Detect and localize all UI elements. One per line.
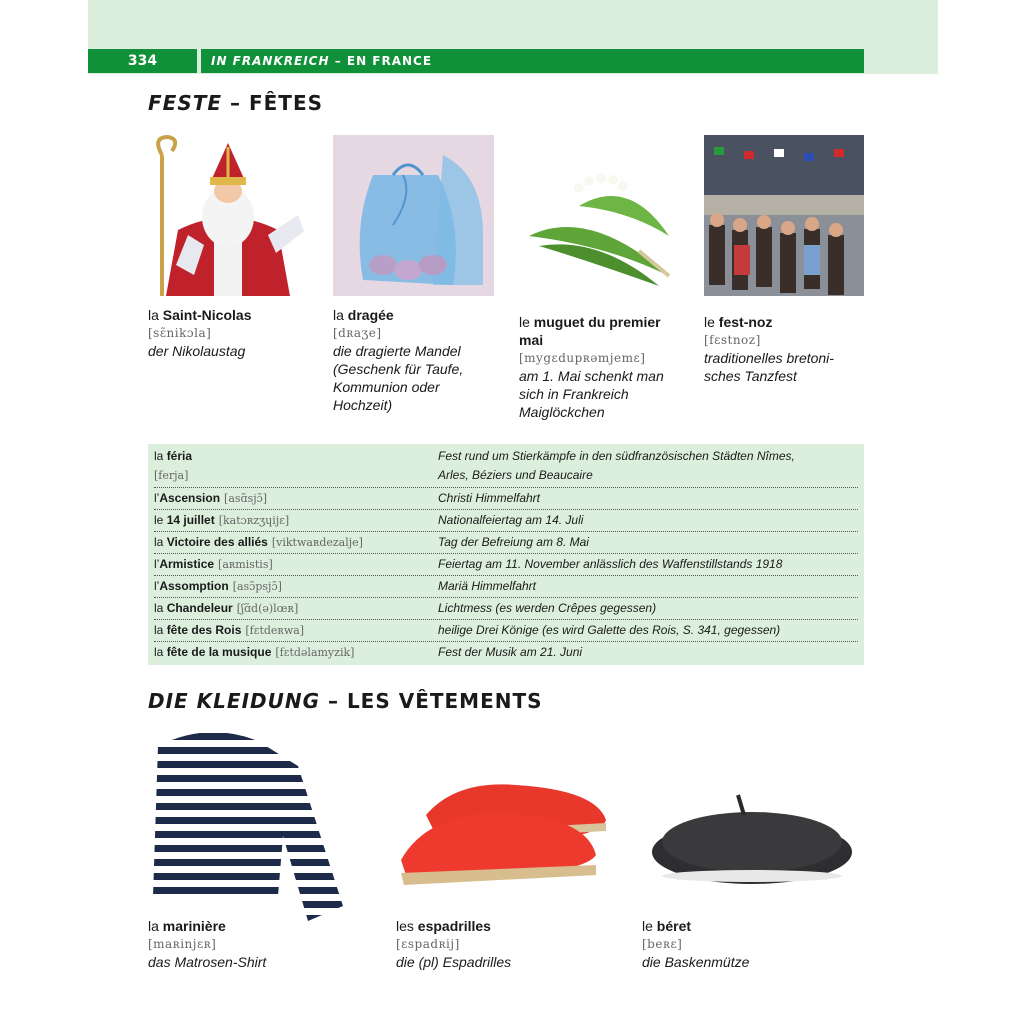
- headword: Victoire des alliés: [166, 535, 268, 549]
- headword: Saint-Nicolas: [162, 307, 252, 323]
- headword: espadrilles: [417, 918, 491, 934]
- headword: fest-noz: [718, 314, 773, 330]
- pronunciation: [beʀɛ]: [642, 937, 683, 951]
- page-header: [88, 49, 864, 73]
- table-row: [154, 488, 858, 510]
- pronunciation: [katɔʀzʒɥijɛ]: [218, 514, 290, 527]
- headword: 14 juillet: [166, 513, 215, 527]
- entry-muguet: [519, 313, 684, 421]
- translation: Lichtmess (es werden Crêpes gegessen): [438, 601, 657, 615]
- pronunciation: [mygɛdupʀəmjemɛ]: [519, 351, 646, 365]
- beret-photo: [648, 790, 856, 890]
- headword: muguet du premier mai: [519, 314, 661, 348]
- pronunciation: [maʀinjɛʀ]: [148, 937, 217, 951]
- entry-dragee: [333, 306, 493, 414]
- running-head-de: IN FRANKREICH: [211, 54, 330, 68]
- translation: Nationalfeiertag am 14. Juli: [438, 513, 584, 527]
- table-row: [154, 576, 858, 598]
- pronunciation: [viktwaʀdezalje]: [271, 536, 363, 549]
- article: le: [704, 314, 719, 330]
- headword: béret: [656, 918, 692, 934]
- pronunciation: [asɑ̃sjɔ̃]: [224, 492, 268, 505]
- headword: Chandeleur: [166, 601, 233, 615]
- pronunciation: [fɛtdeʀwa]: [245, 624, 305, 637]
- article: le: [519, 314, 534, 330]
- article: la: [148, 918, 163, 934]
- table-row: [154, 642, 858, 663]
- translation: die dragierte Mandel (Geschenk für Taufe, Kommunion oder Hochzeit): [333, 343, 464, 413]
- headword: fête de la musique: [166, 645, 272, 659]
- article: les: [396, 918, 418, 934]
- translation: traditionelles bretoni-sches Tanzfest: [704, 350, 834, 384]
- translation: am 1. Mai schenkt man sich in Frankreich Maiglöckchen: [519, 368, 664, 420]
- translation: Fest rund um Stierkämpfe in den südfranzösischen Städten Nîmes,: [438, 449, 795, 463]
- entry-beret: [642, 917, 862, 971]
- article: la: [148, 307, 163, 323]
- headword: féria: [166, 449, 193, 463]
- entry-saint-nicolas: [148, 306, 318, 360]
- translation: die (pl) Espadrilles: [396, 954, 512, 970]
- table-row: [154, 620, 858, 642]
- article: le: [642, 918, 657, 934]
- pronunciation: [ɛspadʀij]: [396, 937, 460, 951]
- table-row: [154, 554, 858, 576]
- section-title-de: DIE KLEIDUNG: [148, 689, 321, 713]
- pronunciation: [ferja]: [154, 469, 189, 482]
- article: la: [154, 645, 167, 659]
- pronunciation: [fɛtdəlamyzik]: [275, 646, 355, 659]
- running-head-fr: – EN FRANCE: [329, 54, 433, 68]
- translation: Tag der Befreiung am 8. Mai: [438, 535, 589, 549]
- pronunciation: [fɛstnoz]: [704, 333, 761, 347]
- headword: Assomption: [159, 579, 229, 593]
- headword: fête des Rois: [166, 623, 242, 637]
- saint-nicolas-photo: [148, 135, 308, 296]
- section-title-vetements: [148, 689, 543, 713]
- article: la: [333, 307, 348, 323]
- pronunciation: [dʀaʒe]: [333, 326, 382, 340]
- translation: Mariä Himmelfahrt: [438, 579, 537, 593]
- article: la: [154, 449, 167, 463]
- section-title-fetes: [148, 91, 323, 115]
- article: la: [154, 535, 167, 549]
- mariniere-photo: [148, 726, 348, 922]
- table-row: [154, 447, 858, 488]
- article: l’: [154, 579, 160, 593]
- translation: Christi Himmelfahrt: [438, 491, 541, 505]
- section-title-de: FESTE: [148, 91, 223, 115]
- table-row: [154, 598, 858, 620]
- headword: marinière: [162, 918, 226, 934]
- entry-espadrilles: [396, 917, 616, 971]
- translation: Feiertag am 11. November anlässlich des Waffenstillstands 1918: [438, 557, 783, 571]
- entry-fest-noz: [704, 313, 864, 385]
- dragee-photo: [333, 135, 494, 296]
- espadrilles-photo: [396, 775, 610, 895]
- translation-line2: Arles, Béziers und Beaucaire: [438, 468, 593, 482]
- section-title-fr: – LES VÊTEMENTS: [320, 689, 543, 713]
- fest-noz-photo: [704, 135, 864, 296]
- pronunciation: [asɔ̃psjɔ̃]: [232, 580, 282, 593]
- pronunciation: [sɛ̃nikɔla]: [148, 326, 212, 340]
- holidays-table: [148, 444, 864, 665]
- article: la: [154, 623, 167, 637]
- headword: Armistice: [159, 557, 215, 571]
- translation: der Nikolaustag: [148, 343, 246, 359]
- section-title-fr: – FÊTES: [222, 91, 324, 115]
- page-number: 334: [88, 49, 197, 73]
- article: l’: [154, 557, 160, 571]
- table-row: [154, 510, 858, 532]
- entry-mariniere: [148, 917, 368, 971]
- headword: Ascension: [159, 491, 221, 505]
- article: l’: [154, 491, 160, 505]
- table-row: [154, 532, 858, 554]
- translation: heilige Drei Könige (es wird Galette des Rois, S. 341, gegessen): [438, 623, 781, 637]
- muguet-photo: [519, 166, 679, 296]
- translation: die Baskenmütze: [642, 954, 750, 970]
- running-head: [201, 49, 864, 73]
- article: la: [154, 601, 167, 615]
- pronunciation: [ʃɑ̃d(ə)lœʀ]: [236, 602, 299, 615]
- pronunciation: [aʀmistis]: [218, 558, 273, 571]
- article: le: [154, 513, 167, 527]
- headword: dragée: [347, 307, 394, 323]
- translation: das Matrosen-Shirt: [148, 954, 267, 970]
- translation: Fest der Musik am 21. Juni: [438, 645, 583, 659]
